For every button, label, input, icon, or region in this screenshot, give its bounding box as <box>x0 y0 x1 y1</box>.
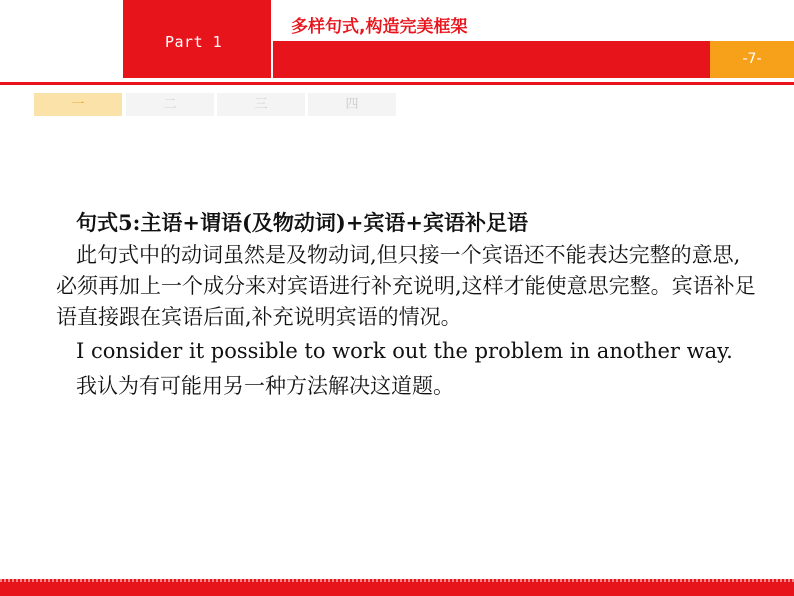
explanation-paragraph: 此句式中的动词虽然是及物动词,但只接一个宾语还不能表达完整的意思,必须再加上一个成分来对宾语进行补充说明,这样才能使意思完整。宾语补足语直接跟在宾语后面,补充说明宾语的情况。 <box>56 243 756 329</box>
header-band <box>273 41 710 78</box>
pattern-heading: 句式5:主语+谓语(及物动词)+宾语+宾语补足语 <box>76 210 529 235</box>
tab-2[interactable]: 二 <box>126 93 214 116</box>
tab-4[interactable]: 四 <box>308 93 396 116</box>
footer-bar <box>0 579 794 596</box>
example-chinese: 我认为有可能用另一种方法解决这道题。 <box>76 374 454 398</box>
header-divider <box>0 82 794 85</box>
page-title: 多样句式,构造完美框架 <box>291 17 468 37</box>
main-content <box>56 207 756 402</box>
tab-3[interactable]: 三 <box>217 93 305 116</box>
part-label: Part 1 <box>165 33 223 51</box>
page-number: -7- <box>742 51 762 67</box>
example-english: I consider it possible to work out the problem in another way. <box>76 339 733 363</box>
tab-1[interactable]: 一 <box>34 93 122 116</box>
